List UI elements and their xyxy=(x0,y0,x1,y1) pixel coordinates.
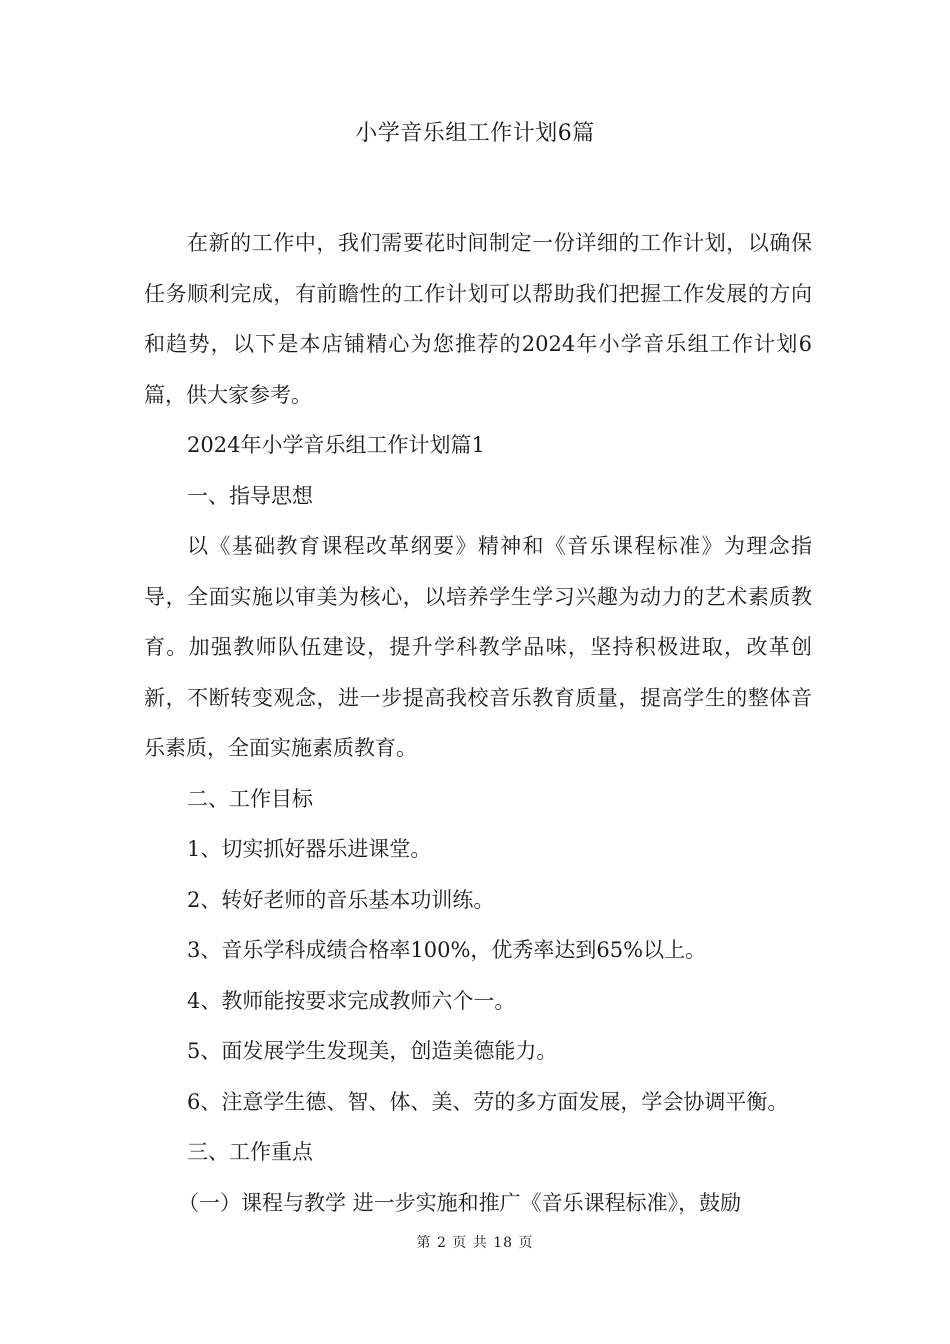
goal-item-2: 2、转好老师的音乐基本功训练。 xyxy=(187,887,495,912)
paragraph-intro: 在新的工作中，我们需要花时间制定一份详细的工作计划，以确保任务顺利完成，有前瞻性的工作计划可以帮助我们把握工作发展的方向和趋势，以下是本店铺精心为您推荐的2024年小学音乐组工作计划6篇，供大家参考。 xyxy=(144,231,812,407)
page-footer: 第 2 页 共 18 页 xyxy=(416,1235,534,1251)
goal-item-4: 4、教师能按要求完成教师六个一。 xyxy=(187,988,516,1013)
section-heading-plan-1: 2024年小学音乐组工作计划篇1 xyxy=(187,433,485,457)
paragraph-guiding-ideology: 以《基础教育课程改革纲要》精神和《音乐课程标准》为理念指导，全面实施以审美为核心，以培养学生学习兴趣为动力的艺术素质教育。加强教师队伍建设，提升学科教学品味，坚持积极进取，改革创新，不断转变观念，进一步提高我校音乐教育质量，提高学生的整体音乐素质，全面实施素质教育。 xyxy=(144,534,812,760)
heading-work-goals: 二、工作目标 xyxy=(187,786,313,811)
goal-item-5: 5、面发展学生发现美，创造美德能力。 xyxy=(187,1039,558,1063)
heading-guiding-ideology: 一、指导思想 xyxy=(187,483,313,508)
document-title: 小学音乐组工作计划6篇 xyxy=(355,121,595,146)
document-body xyxy=(144,218,812,1228)
paragraph-curriculum: （一）课程与教学 进一步实施和推广《音乐课程标准》，鼓励 xyxy=(178,1190,742,1215)
goal-item-3: 3、音乐学科成绩合格率100%，优秀率达到65%以上。 xyxy=(187,938,707,962)
goal-item-6: 6、注意学生德、智、体、美、劳的多方面发展，学会协调平衡。 xyxy=(187,1089,789,1114)
heading-work-focus: 三、工作重点 xyxy=(187,1140,313,1164)
goal-item-1: 1、切实抓好器乐进课堂。 xyxy=(187,837,432,861)
